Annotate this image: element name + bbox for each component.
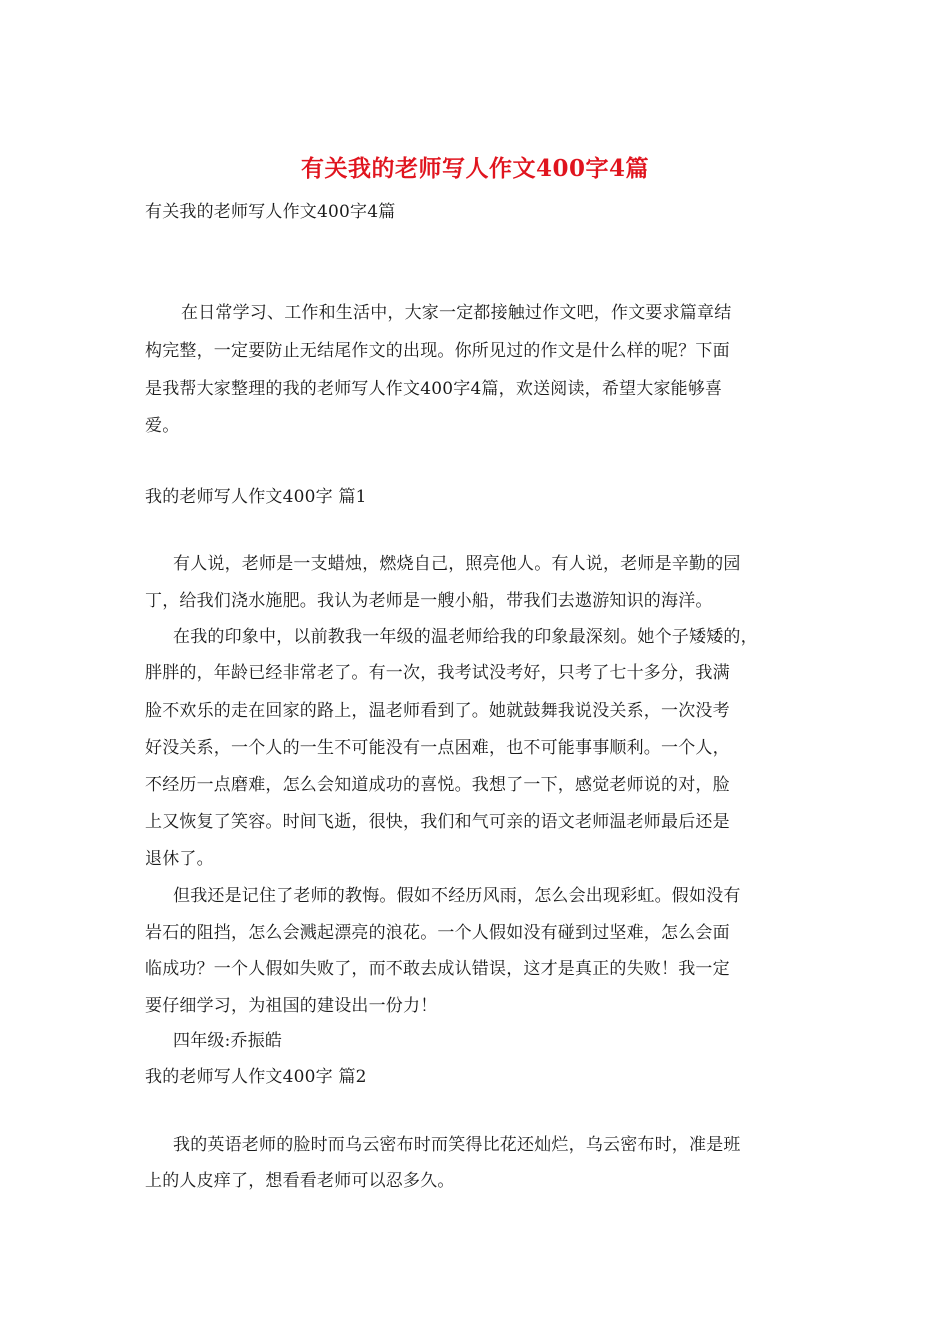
intro-line: 是我帮大家整理的我的老师写人作文400字4篇，欢送阅读，希望大家能够喜 (145, 379, 723, 399)
body-line: 我的英语老师的脸时而乌云密布时而笑得比花还灿烂，乌云密布时，准是班 (173, 1135, 741, 1155)
body-line: 脸不欢乐的走在回家的路上，温老师看到了。她就鼓舞我说没关系，一次没考 (145, 701, 730, 721)
body-line: 临成功？一个人假如失败了，而不敢去成认错误，这才是真正的失败！我一定 (145, 959, 730, 979)
intro-line: 在日常学习、工作和生活中，大家一定都接触过作文吧，作文要求篇章结 (181, 303, 732, 323)
document-subtitle: 有关我的老师写人作文400字4篇 (145, 202, 396, 222)
intro-line: 爱。 (145, 416, 180, 436)
body-line: 退休了。 (145, 849, 214, 869)
author-line: 四年级:乔振皓 (173, 1031, 283, 1051)
body-line: 好没关系，一个人的一生不可能没有一点困难，也不可能事事顺利。一个人， (145, 738, 730, 758)
body-line: 胖胖的，年龄已经非常老了。有一次，我考试没考好，只考了七十多分，我满 (145, 663, 730, 683)
body-line: 上又恢复了笑容。时间飞逝，很快，我们和气可亲的语文老师温老师最后还是 (145, 812, 730, 832)
body-line: 岩石的阻挡，怎么会溅起漂亮的浪花。一个人假如没有碰到过坚难，怎么会面 (145, 923, 730, 943)
section-heading: 我的老师写人作文400字 篇1 (145, 487, 367, 507)
intro-line: 构完整，一定要防止无结尾作文的出现。你所见过的作文是什么样的呢？下面 (145, 341, 730, 361)
body-line: 在我的印象中，以前教我一年级的温老师给我的印象最深刻。她个子矮矮的， (173, 627, 758, 647)
body-line: 丁，给我们浇水施肥。我认为老师是一艘小船，带我们去遨游知识的海洋。 (145, 591, 713, 611)
body-line: 有人说，老师是一支蜡烛，燃烧自己，照亮他人。有人说，老师是辛勤的园 (173, 554, 741, 574)
body-line: 要仔细学习，为祖国的建设出一份力！ (145, 996, 438, 1016)
body-line: 上的人皮痒了，想看看老师可以忍多久。 (145, 1171, 455, 1191)
document-title: 有关我的老师写人作文400字4篇 (300, 155, 649, 182)
body-line: 不经历一点磨难，怎么会知道成功的喜悦。我想了一下，感觉老师说的对，脸 (145, 775, 730, 795)
section-heading: 我的老师写人作文400字 篇2 (145, 1067, 367, 1087)
body-line: 但我还是记住了老师的教悔。假如不经历风雨，怎么会出现彩虹。假如没有 (173, 886, 741, 906)
